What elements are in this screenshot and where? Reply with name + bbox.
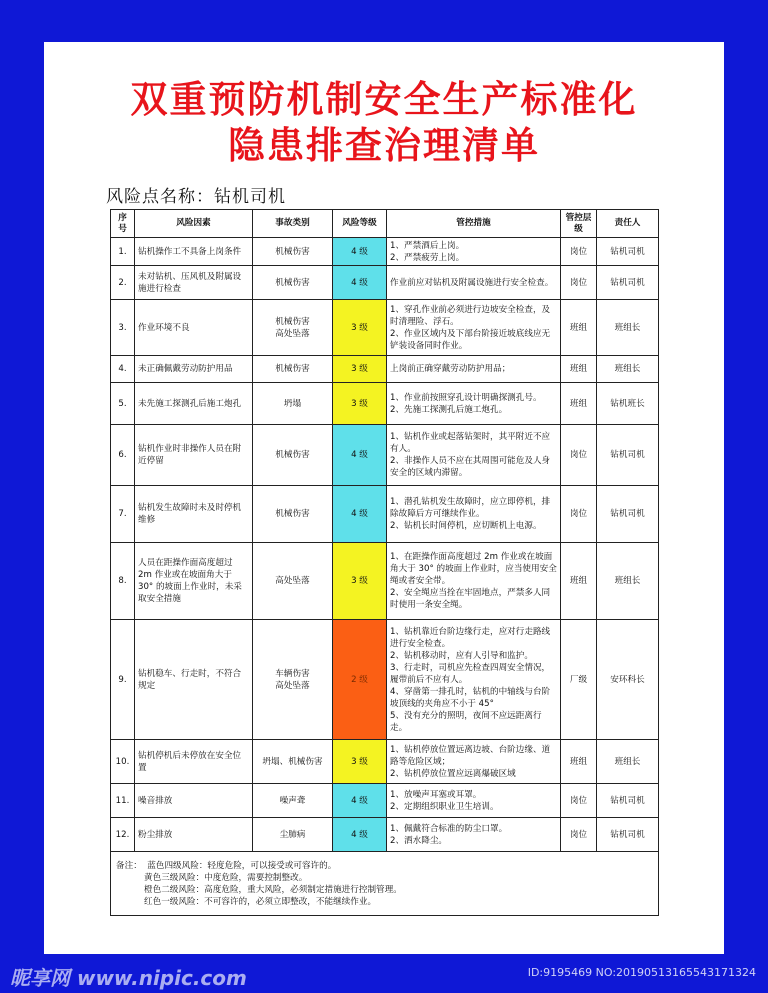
header-category: 事故类别 [253,210,333,238]
document-sheet [44,42,724,954]
table-row [111,300,659,356]
row-no: 3. [111,300,135,356]
row-no: 10. [111,740,135,784]
row-no: 11. [111,784,135,818]
accident-category: 机械伤害 [253,425,333,486]
control-measures: 1、在距操作面高度超过 2m 作业或在坡面角大于 30° 的坡面上作业时，应当使用安全绳或者安全带。 2、安全绳应当拴在牢固地点，严禁多人同时使用一条安全绳。 [387,543,561,620]
control-measures: 1、潜孔钻机发生故障时，应立即停机，排除故障后方可继续作业。 2、钻机长时间停机，应切断机上电源。 [387,486,561,543]
accident-category: 机械伤害 [253,356,333,383]
watermark-id: ID:9195469 NO:20190513165543171324 [527,966,756,979]
header-no: 序号 [111,210,135,238]
table-row [111,425,659,486]
control-tier: 班组 [561,740,597,784]
accident-category: 高处坠落 [253,543,333,620]
note-line: 橙色二级风险：高度危险，重大风险，必须制定措施进行控制管理。 [144,884,402,895]
risk-level: 2 级 [333,620,387,740]
table-row [111,266,659,300]
risk-factor: 钻机稳车、行走时，不符合规定 [135,620,253,740]
header-owner: 责任人 [597,210,659,238]
control-tier: 岗位 [561,486,597,543]
header-tier: 管控层级 [561,210,597,238]
control-tier: 岗位 [561,238,597,266]
risk-factor: 噪音排放 [135,784,253,818]
hazard-table [110,209,659,916]
notes-cell [111,852,659,916]
risk-factor: 人员在距操作面高度超过 2m 作业或在坡面角大于 30° 的坡面上作业时，未采取安全措施 [135,543,253,620]
accident-category: 坍塌 [253,383,333,425]
risk-factor: 作业环境不良 [135,300,253,356]
accident-category: 车辆伤害 高处坠落 [253,620,333,740]
table-row [111,383,659,425]
risk-level: 4 级 [333,818,387,852]
table-row [111,356,659,383]
responsible-person: 钻机司机 [597,784,659,818]
control-measures: 1、穿孔作业前必须进行边坡安全检查，及时清理险、浮石。 2、作业区域内及下部台阶接近坡底线应无铲装设备同时作业。 [387,300,561,356]
table-row [111,620,659,740]
table-header-row [111,210,659,238]
risk-level: 3 级 [333,740,387,784]
row-no: 6. [111,425,135,486]
control-tier: 班组 [561,300,597,356]
row-no: 7. [111,486,135,543]
control-measures: 作业前应对钻机及附属设施进行安全检查。 [387,266,561,300]
row-no: 1. [111,238,135,266]
accident-category: 机械伤害 [253,486,333,543]
risk-level: 3 级 [333,300,387,356]
control-tier: 班组 [561,383,597,425]
row-no: 12. [111,818,135,852]
note-line: 黄色三级风险：中度危险，需要控制整改。 [144,872,308,883]
responsible-person: 班组长 [597,300,659,356]
control-measures: 上岗前正确穿戴劳动防护用品； [387,356,561,383]
risk-level: 4 级 [333,266,387,300]
responsible-person: 钻机司机 [597,425,659,486]
risk-factor: 钻机停机后未停放在安全位置 [135,740,253,784]
header-measures: 管控措施 [387,210,561,238]
control-measures: 1、放噪声耳塞或耳罩。 2、定期组织职业卫生培训。 [387,784,561,818]
table-row [111,740,659,784]
risk-factor: 钻机作业时非操作人员在附近停留 [135,425,253,486]
row-no: 5. [111,383,135,425]
note-line: 蓝色四级风险：轻度危险，可以接受或可容许的。 [147,860,337,871]
responsible-person: 钻机司机 [597,266,659,300]
row-no: 9. [111,620,135,740]
risk-point-name: 风险点名称：钻机司机 [106,187,286,207]
table-row [111,818,659,852]
control-tier: 岗位 [561,784,597,818]
header-risk: 风险因素 [135,210,253,238]
control-measures: 1、钻机靠近台阶边缘行走，应对行走路线进行安全检查。 2、钻机移动时，应有人引导和监护。 3、行走时，司机应先检查四周安全情况，履带前后不应有人。 4、穿凿第一排孔时，钻机的中轴线与台阶坡顶线的夹角应不小于 45° 5、没有充分的照明，夜间不应远距离行走。 [387,620,561,740]
control-tier: 岗位 [561,425,597,486]
control-tier: 班组 [561,543,597,620]
responsible-person: 班组长 [597,543,659,620]
title-line2: 隐患排查治理清单 [228,124,540,167]
risk-level: 4 级 [333,238,387,266]
table-row [111,784,659,818]
responsible-person: 钻机司机 [597,486,659,543]
control-measures: 1、佩戴符合标准的防尘口罩。 2、洒水降尘。 [387,818,561,852]
row-no: 4. [111,356,135,383]
control-tier: 岗位 [561,266,597,300]
header-level: 风险等级 [333,210,387,238]
risk-level: 3 级 [333,543,387,620]
risk-factor: 未先施工探测孔后施工炮孔 [135,383,253,425]
control-measures: 1、钻机作业或起落钻架时，其平附近不应有人。 2、非操作人员不应在其周围可能危及人身安全的区域内滞留。 [387,425,561,486]
control-measures: 1、钻机停放位置远离边坡、台阶边缘、道路等危险区域； 2、钻机停放位置应远离爆破区域 [387,740,561,784]
accident-category: 机械伤害 [253,238,333,266]
accident-category: 机械伤害 高处坠落 [253,300,333,356]
row-no: 8. [111,543,135,620]
control-tier: 班组 [561,356,597,383]
accident-category: 坍塌、机械伤害 [253,740,333,784]
responsible-person: 班组长 [597,356,659,383]
accident-category: 机械伤害 [253,266,333,300]
title-line1: 双重预防机制安全生产标准化 [130,78,638,121]
risk-level: 4 级 [333,425,387,486]
risk-level: 3 级 [333,383,387,425]
table-row [111,238,659,266]
control-tier: 岗位 [561,818,597,852]
row-no: 2. [111,266,135,300]
table-row [111,543,659,620]
control-measures: 1、作业前按照穿孔设计明确探测孔号。 2、先施工探测孔后施工炮孔。 [387,383,561,425]
watermark-logo: 昵享网 www.nipic.com [10,966,247,990]
responsible-person: 班组长 [597,740,659,784]
risk-level: 4 级 [333,784,387,818]
responsible-person: 钻机班长 [597,383,659,425]
accident-category: 噪声聋 [253,784,333,818]
risk-factor: 未正确佩戴劳动防护用品 [135,356,253,383]
accident-category: 尘肺病 [253,818,333,852]
note-line: 红色一级风险：不可容许的，必须立即整改，不能继续作业。 [144,896,377,907]
control-measures: 1、严禁酒后上岗。 2、严禁疲劳上岗。 [387,238,561,266]
risk-factor: 钻机发生故障时未及时停机维修 [135,486,253,543]
control-tier: 厂级 [561,620,597,740]
risk-factor: 未对钻机、压风机及附属设施进行检查 [135,266,253,300]
notes-label: 备注： [116,860,142,871]
risk-factor: 粉尘排放 [135,818,253,852]
responsible-person: 钻机司机 [597,238,659,266]
notes-row [111,852,659,916]
responsible-person: 安环科长 [597,620,659,740]
risk-level: 4 级 [333,486,387,543]
table-row [111,486,659,543]
risk-factor: 钻机操作工不具备上岗条件 [135,238,253,266]
responsible-person: 钻机司机 [597,818,659,852]
risk-level: 3 级 [333,356,387,383]
